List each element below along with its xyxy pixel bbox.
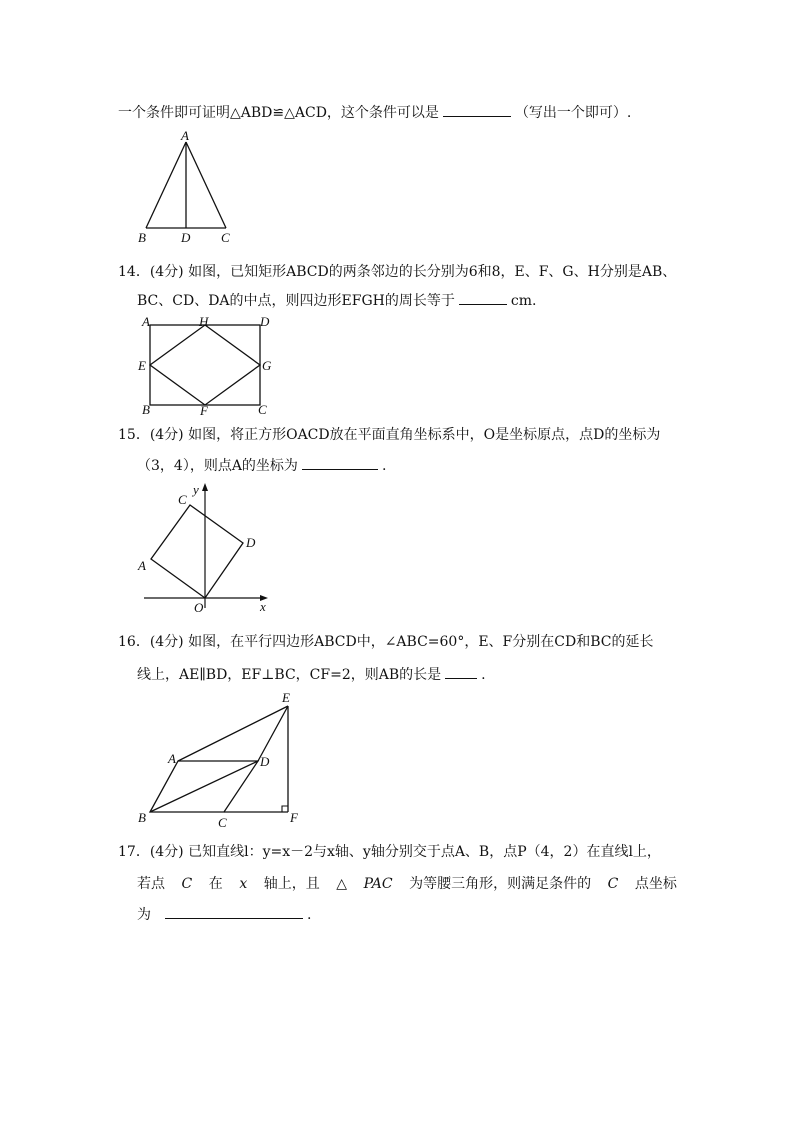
q15-label-y: y (193, 482, 199, 497)
q16-line1: 16．(4分) 如图，在平行四边形ABCD中，∠ABC=60°，E、F分别在CD和BC的延长 (118, 634, 654, 650)
q15-label-D: D (246, 535, 256, 550)
q15-label-C: C (178, 492, 187, 507)
q14-label-A: A (142, 314, 150, 329)
q15-line2: （3，4），则点A的坐标为 . (137, 455, 386, 476)
q15-label-A: A (138, 558, 146, 573)
q16-label-E: E (282, 690, 290, 705)
q13-line1: 一个条件即可证明△ABD≌△ACD，这个条件可以是 （写出一个即可）. (118, 102, 631, 123)
q13-triangle-figure (130, 130, 240, 248)
q14-label-F: F (200, 403, 208, 418)
q14-label-B: B (142, 402, 150, 417)
q13-label-A: A (181, 130, 189, 143)
q14-label-D: D (260, 314, 270, 329)
q13-answer-blank[interactable] (443, 102, 511, 117)
q16-label-C: C (218, 815, 227, 830)
q17-line3: 为 . (137, 904, 311, 925)
q13-label-B: B (138, 230, 146, 245)
q17-line1: 17．(4分) 已知直线l：y=x－2与x轴、y轴分别交于点A、B，点P（4，2）在直线l上， (118, 844, 661, 860)
q16-label-B: B (138, 810, 146, 825)
q16-line2: 线上，AE∥BD，EF⊥BC，CF=2，则AB的长是 . (137, 664, 486, 685)
q15-answer-blank[interactable] (302, 455, 378, 470)
q14-label-C: C (258, 402, 267, 417)
q16-answer-blank[interactable] (445, 664, 477, 679)
q13-label-D: D (181, 230, 191, 245)
q15-coordinate-figure (136, 480, 276, 616)
q16-label-A: A (168, 751, 176, 766)
q15-label-x: x (260, 599, 266, 614)
q17-line2: 若点 C 在 x 轴上，且 △ PAC 为等腰三角形，则满足条件的 C 点坐标 (137, 876, 677, 892)
q14-line2: BC、CD、DA的中点，则四边形EFGH的周长等于 cm. (137, 290, 536, 311)
q16-parallelogram-figure (134, 688, 310, 832)
q13-label-C: C (221, 230, 230, 245)
q14-answer-blank[interactable] (459, 290, 507, 305)
q16-label-D: D (260, 754, 270, 769)
q15-label-O: O (194, 600, 204, 615)
q14-rectangle-figure (136, 312, 276, 420)
q14-label-H: H (199, 314, 209, 329)
q14-line1: 14．(4分) 如图，已知矩形ABCD的两条邻边的长分别为6和8，E、F、G、H分别是AB、 (118, 264, 677, 280)
q15-line1: 15．(4分) 如图，将正方形OACD放在平面直角坐标系中，O是坐标原点，点D的坐标为 (118, 427, 661, 443)
q14-label-E: E (138, 358, 146, 373)
q16-label-F: F (290, 810, 298, 825)
q14-label-G: G (262, 358, 272, 373)
q17-answer-blank[interactable] (165, 904, 303, 919)
